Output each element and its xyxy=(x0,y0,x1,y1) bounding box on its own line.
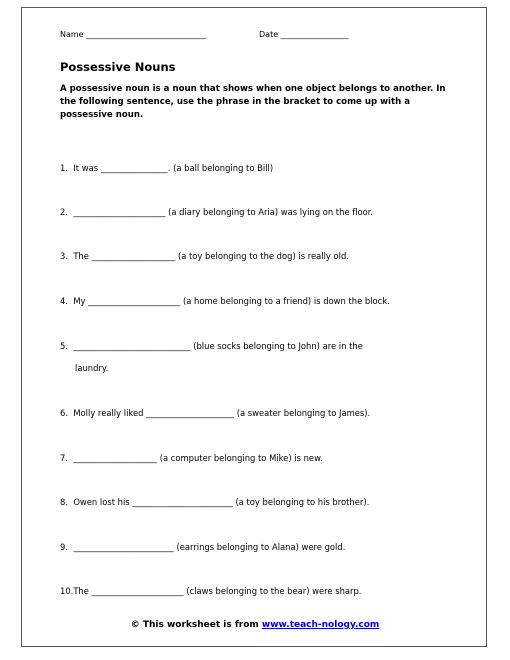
question-6: 6. Molly really liked _____________________ (a sweater belonging to James). xyxy=(60,408,371,418)
worksheet-title: Possessive Nouns xyxy=(60,60,176,74)
question-5-continuation: laundry. xyxy=(75,363,109,373)
question-1: 1. It was ________________. (a ball belonging to Bill) xyxy=(60,163,274,173)
instructions: A possessive noun is a noun that shows when one object belongs to another. In the following sentence, use the phrase in the bracket to come up with a possessive noun. xyxy=(60,84,446,120)
date-field: Date _________________ xyxy=(259,30,349,39)
footer-text: © This worksheet is from xyxy=(130,620,262,630)
question-7: 7. ____________________ (a computer belonging to Mike) is new. xyxy=(60,453,323,463)
footer xyxy=(0,620,510,630)
question-5: 5. ____________________________ (blue socks belonging to John) are in the xyxy=(60,341,363,351)
question-9: 9. ________________________ (earrings belonging to Alana) were gold. xyxy=(60,542,346,552)
footer-link[interactable]: www.teach-nology.com xyxy=(261,620,380,630)
name-field: Name ______________________________ xyxy=(60,30,207,39)
question-4: 4. My ______________________ (a home belonging to a friend) is down the block. xyxy=(60,296,390,306)
question-8: 8. Owen lost his ________________________ (a toy belonging to his brother). xyxy=(60,497,370,507)
question-10: 10.The ______________________ (claws belonging to the bear) were sharp. xyxy=(60,586,362,596)
question-3: 3. The ____________________ (a toy belonging to the dog) is really old. xyxy=(60,251,349,261)
question-2: 2. ______________________ (a diary belonging to Aria) was lying on the floor. xyxy=(60,207,374,217)
